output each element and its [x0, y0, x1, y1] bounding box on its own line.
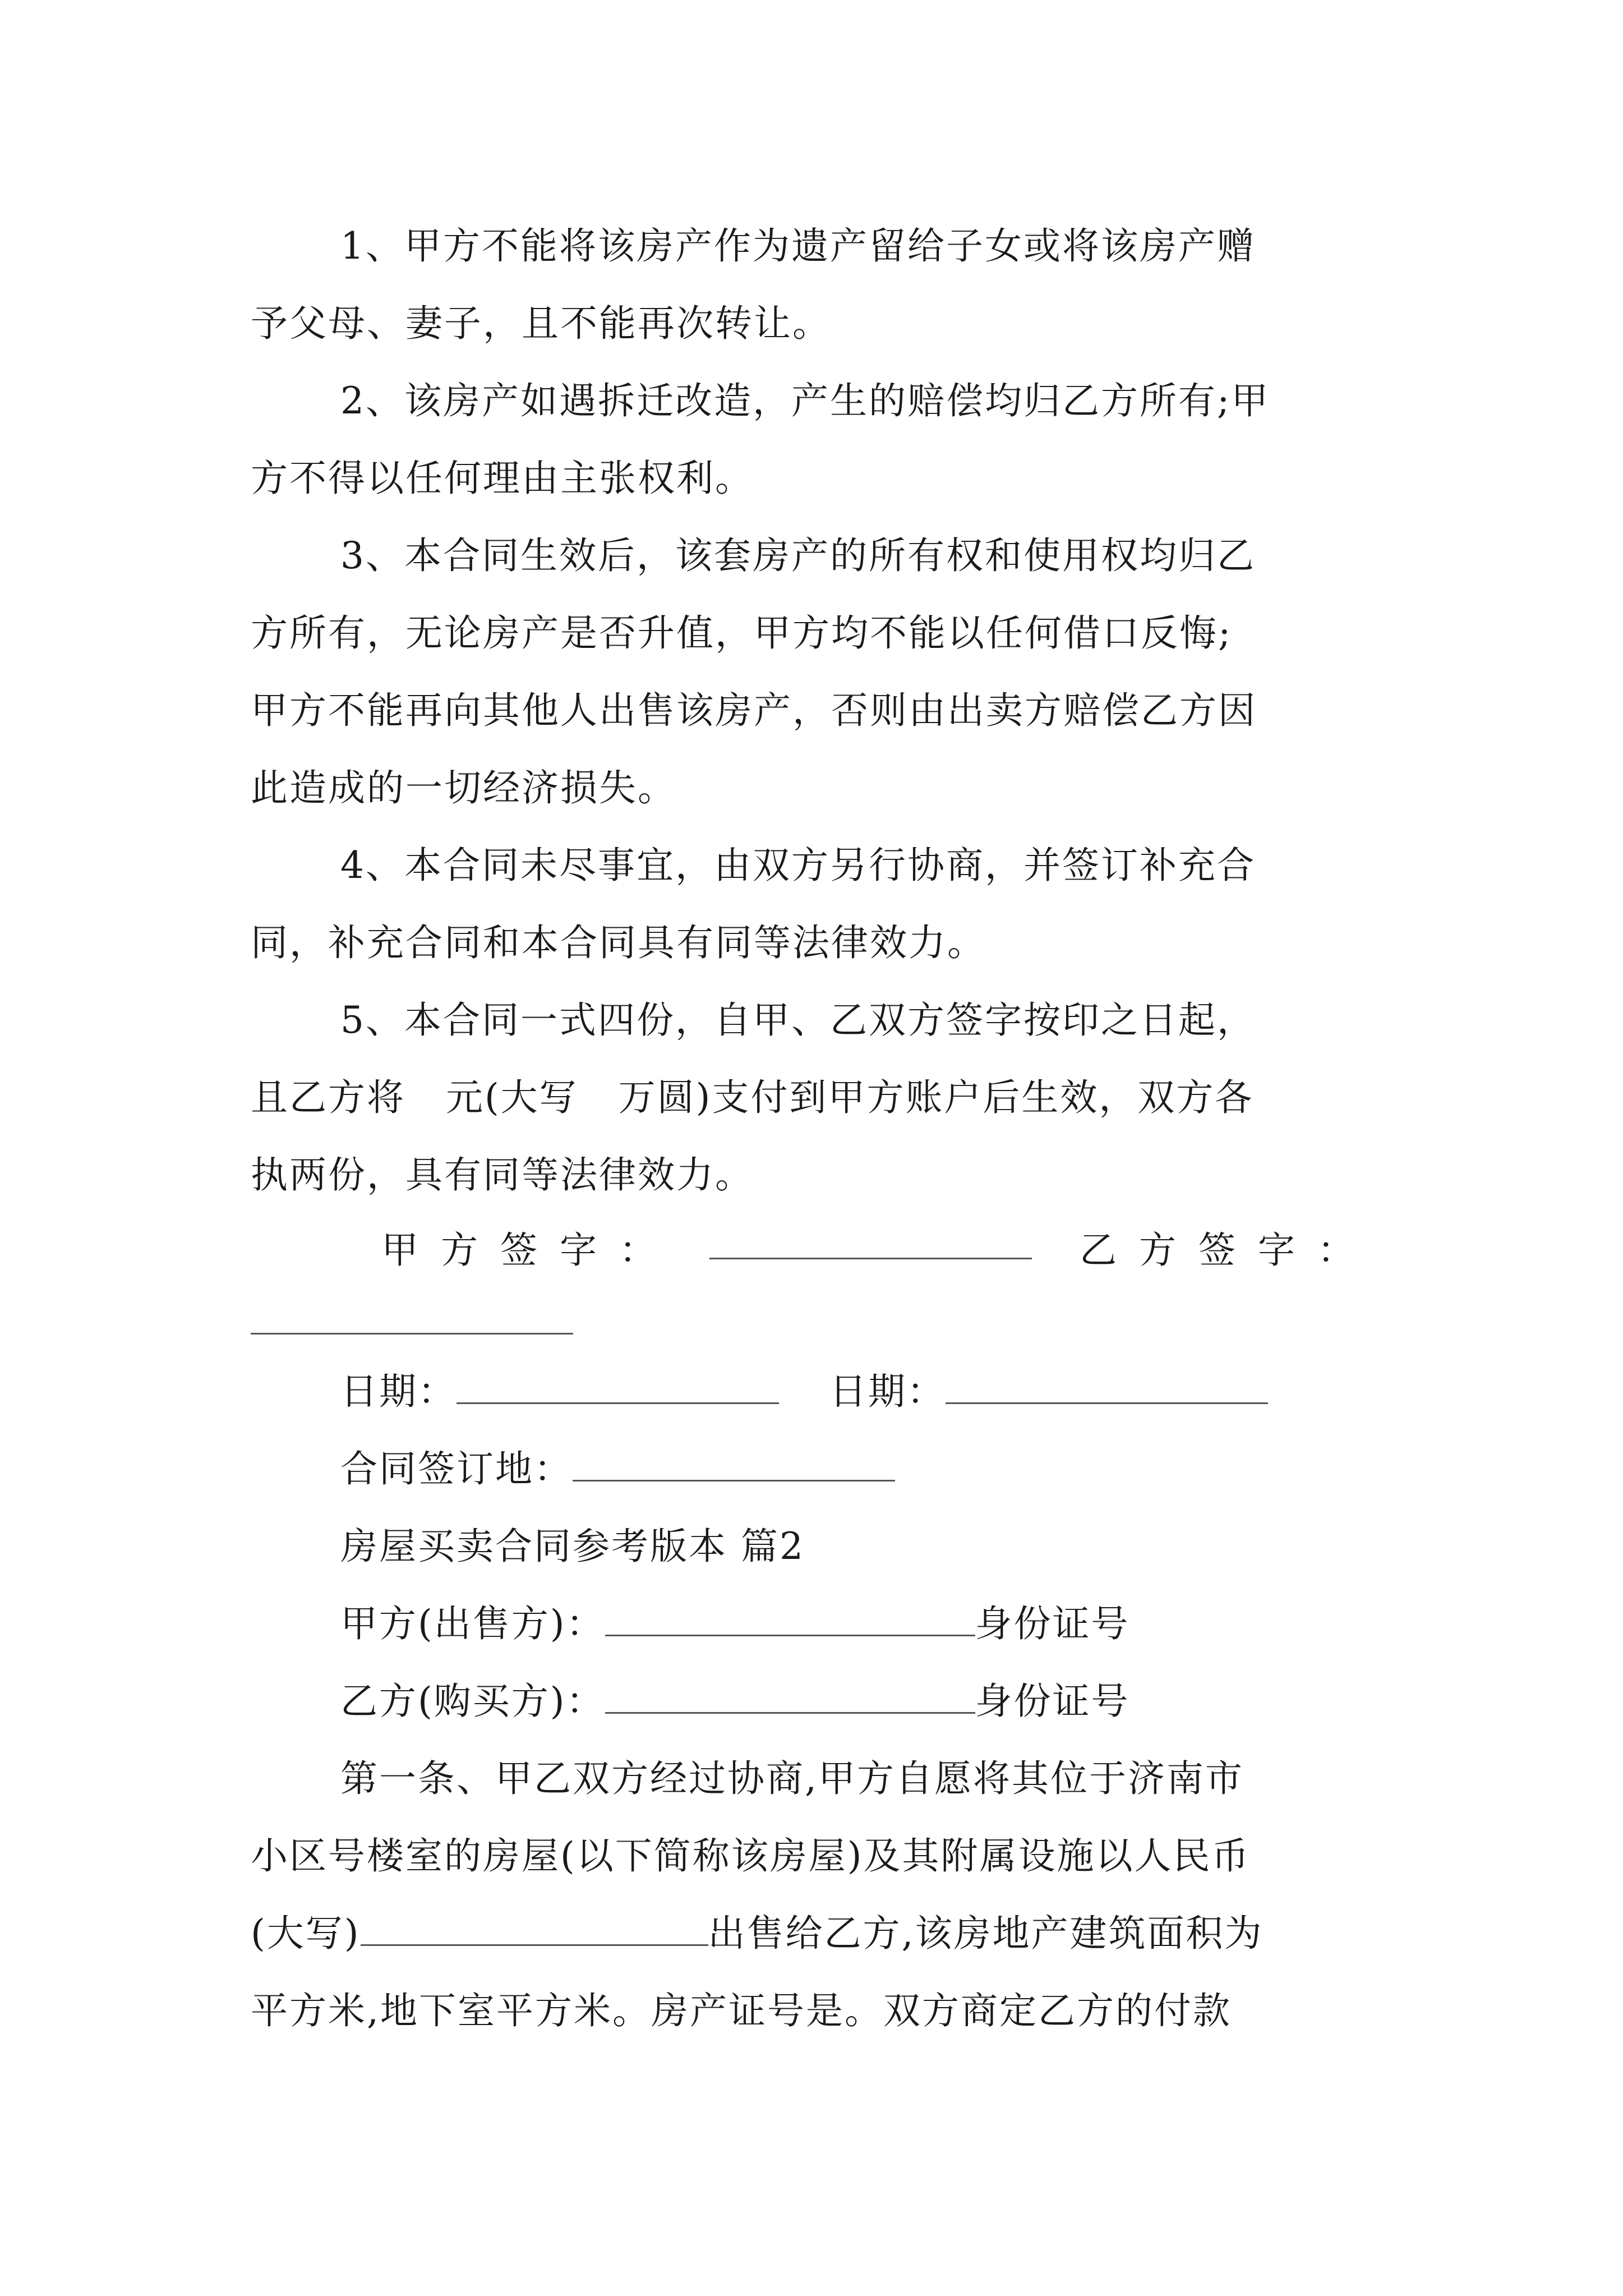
article-1-line-3-rest: 出售给乙方,该房地产建筑面积为	[708, 1912, 1264, 1955]
party-b-signature-label: 乙方签字：	[1080, 1228, 1377, 1272]
clause-2-line-1: 2、该房产如遇拆迁改造，产生的赔偿均归乙方所有;甲	[340, 379, 1270, 422]
clause-1-line-1: 1、甲方不能将该房产作为遗产留给子女或将该房产赠	[340, 224, 1256, 268]
seller-row	[340, 1585, 1473, 1663]
buyer-id-label: 身份证号	[975, 1680, 1130, 1723]
clause-3-line-3: 甲方不能再向其他人出售该房产，否则由出卖方赔偿乙方因	[251, 689, 1257, 732]
article-1-line-1: 第一条、甲乙双方经过协商,甲方自愿将其位于济南市	[340, 1757, 1244, 1800]
clause-3-line-1: 3、本合同生效后，该套房产的所有权和使用权均归乙	[340, 534, 1256, 577]
clause-5-line-1: 5、本合同一式四份，自甲、乙双方签字按印之日起，	[340, 999, 1256, 1042]
seller-id-label: 身份证号	[975, 1602, 1130, 1645]
article-1-line-4: 平方米,地下室平方米。房产证号是。双方商定乙方的付款	[251, 1989, 1232, 2032]
clause-4-line-2: 同，补充合同和本合同具有同等法律效力。	[251, 921, 986, 964]
party-b-signature-line[interactable]	[251, 1333, 573, 1335]
place-row	[340, 1430, 1473, 1508]
article-1-line-3	[251, 1895, 1384, 1972]
clause-4-line-1: 4、本合同未尽事宜，由双方另行协商，并签订补充合	[340, 844, 1256, 887]
clause-2-line-2: 方不得以任何理由主张权利。	[251, 457, 754, 500]
clause-3-line-2: 方所有，无论房产是否升值，甲方均不能以任何借口反悔;	[251, 611, 1233, 655]
buyer-label: 乙方(购买方)：	[340, 1680, 605, 1723]
clause-5-line-3: 执两份，具有同等法律效力。	[251, 1153, 754, 1197]
place-line[interactable]	[573, 1446, 895, 1481]
date-label-b: 日期：	[829, 1370, 946, 1413]
price-uppercase-line[interactable]	[361, 1911, 708, 1946]
place-label: 合同签订地：	[340, 1447, 573, 1490]
clause-3-line-4: 此造成的一切经济损失。	[251, 766, 676, 809]
section-2-title: 房屋买卖合同参考版本 篇2	[340, 1525, 805, 1568]
buyer-name-line[interactable]	[605, 1678, 975, 1714]
signature-row	[381, 1212, 1391, 1289]
article-1-line-2: 小区号楼室的房屋(以下简称该房屋)及其附属设施以人民币	[251, 1834, 1251, 1878]
clause-5-line-2: 且乙方将 元(大写 万圆)支付到甲方账户后生效，双方各	[251, 1076, 1254, 1119]
date-label-a: 日期：	[340, 1370, 457, 1413]
party-a-signature-line[interactable]	[709, 1258, 1032, 1259]
seller-name-line[interactable]	[605, 1601, 975, 1636]
date-row	[340, 1353, 1473, 1430]
buyer-row	[340, 1663, 1473, 1740]
clause-1-line-2: 予父母、妻子，且不能再次转让。	[251, 302, 831, 345]
party-a-signature-label: 甲方签字：	[381, 1228, 679, 1272]
price-uppercase-label: (大写)	[251, 1912, 361, 1955]
seller-label: 甲方(出售方)：	[340, 1602, 605, 1645]
date-line-b[interactable]	[946, 1369, 1268, 1404]
date-line-a[interactable]	[457, 1369, 779, 1404]
